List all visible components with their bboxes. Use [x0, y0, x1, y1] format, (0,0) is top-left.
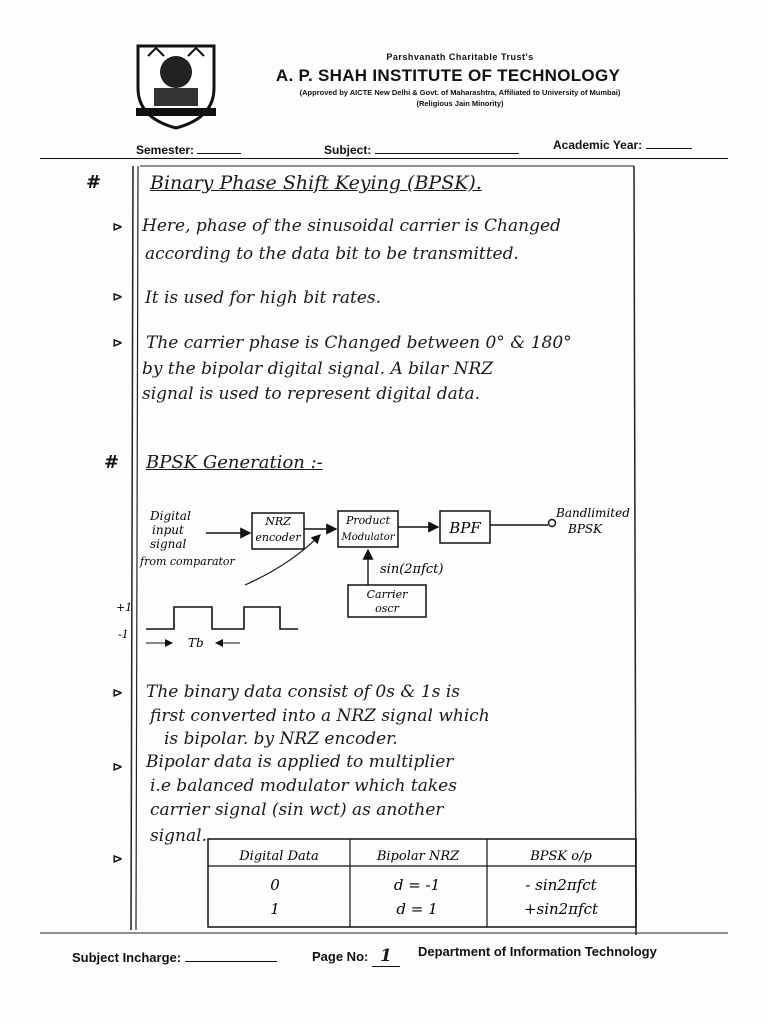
bullet-icon: ⊳ — [112, 760, 123, 775]
page-label: Page No: — [312, 949, 369, 964]
table-cell: 0 — [270, 876, 280, 894]
table-header-bipolar-nrz: Bipolar NRZ — [376, 849, 460, 864]
point4-line1: The binary data consist of 0s & 1s is — [146, 682, 461, 702]
subject-label: Subject: — [324, 143, 372, 157]
bipolar-waveform — [146, 607, 298, 629]
page-number-field — [312, 946, 400, 967]
oscillator-label-1: Carrier — [366, 588, 408, 601]
table-header-bpsk-output: BPSK o/p — [530, 849, 592, 864]
incharge-blank — [185, 950, 277, 962]
nrz-label-2: encoder — [255, 531, 301, 544]
point1-line1: Here, phase of the sinusoidal carrier is Changed — [142, 216, 561, 236]
approval-text: (Approved by AICTE New Delhi & Govt. of Maharashtra, Affiliated to University of Mumbai) — [299, 88, 621, 97]
modulator-label-1: Product — [346, 514, 390, 527]
point3-line3: signal is used to represent digital data. — [142, 384, 481, 404]
bpsk-block-diagram — [116, 495, 650, 655]
semester-label: Semester: — [136, 143, 195, 157]
table-cell: d = 1 — [396, 900, 438, 918]
input-label-3: signal — [150, 537, 187, 551]
modulator-label-2: Modulator — [341, 532, 395, 543]
bpsk-table — [207, 838, 637, 928]
point5-line4: signal. — [150, 826, 207, 846]
point5-line2: i.e balanced modulator which takes — [150, 776, 457, 796]
carrier-expression: sin(2πfct) — [380, 562, 444, 577]
point5-line1: Bipolar data is applied to multiplier — [146, 752, 454, 772]
page-title: Binary Phase Shift Keying (BPSK). — [150, 172, 482, 194]
year-label: Academic Year: — [553, 138, 643, 152]
point1-line2: according to the data bit to be transmitted. — [145, 244, 519, 264]
input-label-4: from comparator — [140, 555, 235, 568]
bullet-icon: ⊳ — [112, 290, 123, 305]
page-number: 1 — [372, 946, 400, 967]
section-title: BPSK Generation :- — [146, 452, 323, 473]
table-cell: 1 — [270, 900, 280, 918]
input-label-1: Digital — [150, 509, 191, 523]
oscillator-label-2: oscr — [375, 602, 399, 615]
bullet-icon: ⊳ — [112, 686, 123, 701]
bullet-icon: ⊳ — [112, 336, 123, 351]
table-header-digital-data: Digital Data — [239, 849, 319, 864]
bullet-icon: ⊳ — [112, 220, 123, 235]
department-name: Department of Information Technology — [418, 944, 657, 959]
table-cell: d = -1 — [393, 876, 441, 894]
point3-line2: by the bipolar digital signal. A bilar NRZ — [142, 359, 494, 379]
institute-name: A. P. SHAH INSTITUTE OF TECHNOLOGY — [275, 66, 621, 85]
minus-one-label: -1 — [118, 628, 129, 641]
tb-label: Tb — [188, 636, 204, 650]
point4-line3: is bipolar. by NRZ encoder. — [164, 729, 398, 749]
input-label-2: input — [152, 523, 184, 537]
incharge-label: Subject Incharge: — [72, 950, 182, 965]
plus-one-label: +1 — [116, 601, 133, 614]
nrz-label-1: NRZ — [265, 515, 291, 528]
minority-text: (Religious Jain Minority) — [416, 99, 504, 108]
point4-line2: first converted into a NRZ signal which — [150, 706, 490, 726]
output-label-1: Bandlimited — [556, 506, 630, 520]
table-cell: +sin2πfct — [523, 900, 599, 918]
point2-line1: It is used for high bit rates. — [145, 288, 382, 308]
table-cell: - sin2πfct — [525, 876, 597, 894]
heading-mark: # — [104, 452, 120, 473]
heading-mark: # — [86, 172, 102, 193]
output-label-2: BPSK — [568, 522, 603, 536]
bpf-label: BPF — [449, 519, 481, 537]
subject-incharge-field — [72, 950, 277, 965]
point5-line3: carrier signal (sin wct) as another — [150, 800, 444, 820]
bullet-icon: ⊳ — [112, 852, 123, 867]
trust-name: Parshvanath Charitable Trust's — [386, 52, 534, 62]
point3-line1: The carrier phase is Changed between 0° & 180° — [146, 333, 572, 353]
